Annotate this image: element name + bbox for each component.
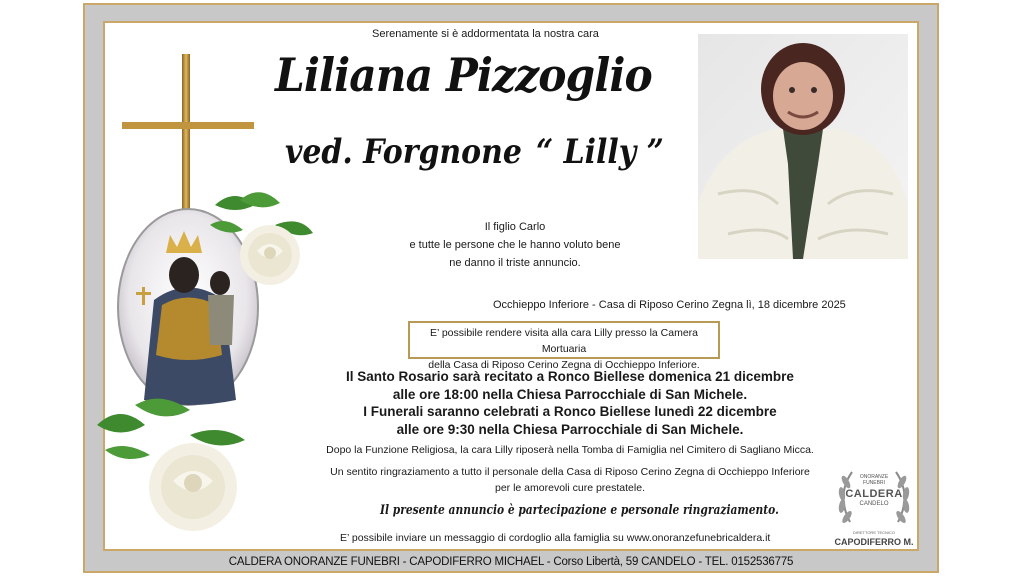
logo-role: DIRETTORE TECNICO (852, 530, 896, 535)
footer-bar: CALDERA ONORANZE FUNEBRI - CAPODIFERRO MICHAEL - Corso Libertà, 59 CANDELO - TEL. 0152536775 (228, 556, 794, 568)
ceremony-line: alle ore 9:30 nella Chiesa Parrocchiale di San Michele. (396, 421, 744, 437)
visit-line: E’ possibile rendere visita alla cara Lilly presso la Camera Mortuaria (429, 327, 699, 355)
logo-subtitle: ONORANZE FUNEBRI (859, 474, 889, 486)
thanks-line: Un sentito ringraziamento a tutto il personale della Casa di Riposo Cerino Zegna di Occhieppo Inferiore (330, 466, 810, 478)
ceremony-block (320, 368, 820, 438)
mourner-line: e tutte le persone che le hanno voluto bene (409, 239, 621, 251)
mourner-line: ne danno il triste annuncio. (449, 257, 581, 269)
burial-text: Dopo la Funzione Religiosa, la cara Lilly riposerà nella Tomba di Famiglia nel Cimitero di Sagliano Micca. (326, 444, 814, 456)
place-date: Occhieppo Inferiore - Casa di Riposo Cerino Zegna lì, 18 dicembre 2025 (493, 299, 846, 311)
deceased-name: Liliana Pizzoglio (275, 48, 652, 102)
visit-line: della Casa di Riposo Cerino Zegna di Occhieppo Inferiore. (428, 359, 700, 371)
visit-box (408, 321, 720, 371)
thanks-line: per le amorevoli cure prestatele. (495, 482, 645, 494)
ceremony-line: alle ore 18:00 nella Chiesa Parrocchiale di San Michele. (392, 386, 748, 402)
thanks-block (310, 464, 830, 496)
funeral-home-logo (828, 460, 920, 552)
notice-text: Il presente annuncio è partecipazione e personale ringraziamento. (380, 503, 779, 518)
deceased-married-name: ved. Forgnone (285, 132, 522, 172)
mourners-block (370, 218, 660, 272)
white-rose-icon (205, 185, 320, 290)
logo-town: CANDELO (859, 501, 889, 507)
logo-director: CAPODIFERRO M. (834, 537, 914, 547)
white-rose-icon (95, 395, 255, 535)
portrait-photo (698, 34, 908, 259)
intro-text: Serenamente si è addormentata la nostra cara (372, 28, 599, 40)
mourner-line: Il figlio Carlo (484, 221, 546, 233)
deceased-nickname: “ Lilly ” (536, 132, 664, 172)
condolence-text: E’ possibile inviare un messaggio di cordoglio alla famiglia su www.onoranzefunebricaldera.it (340, 532, 771, 544)
ceremony-line: Il Santo Rosario sarà recitato a Ronco Biellese domenica 21 dicembre (346, 369, 794, 384)
logo-brand: CALDERA (845, 488, 903, 500)
ceremony-line: I Funerali saranno celebrati a Ronco Biellese lunedì 22 dicembre (363, 404, 777, 419)
